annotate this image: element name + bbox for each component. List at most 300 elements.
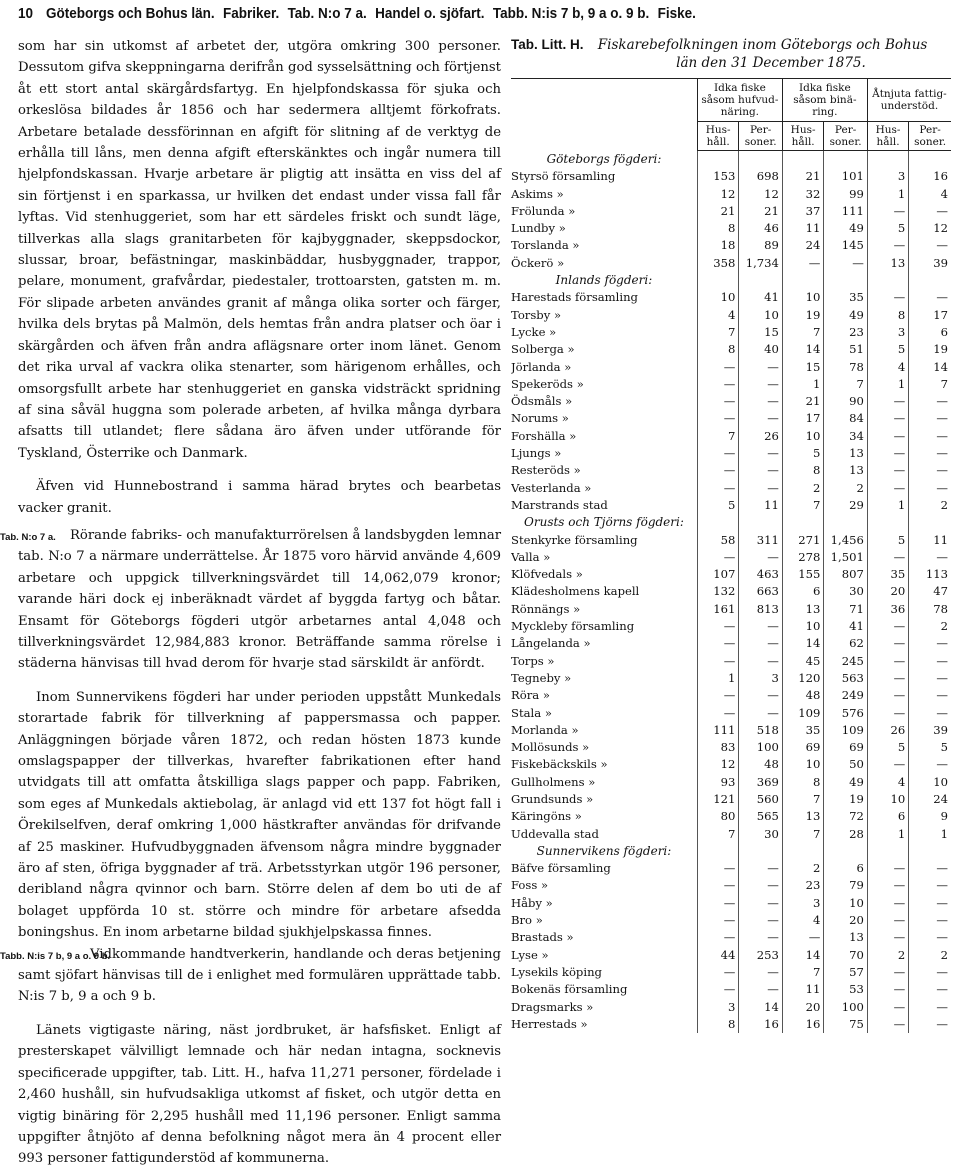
value-cell: — — [697, 687, 738, 704]
empty-cell — [782, 272, 823, 289]
value-cell: 15 — [782, 359, 823, 376]
value-cell: — — [867, 1016, 908, 1033]
value-cell: 253 — [739, 947, 783, 964]
value-cell: 663 — [739, 583, 783, 600]
value-cell: 245 — [824, 653, 868, 670]
parish-name: Torsby » — [511, 307, 562, 322]
value-cell: — — [909, 445, 951, 462]
value-cell: — — [697, 653, 738, 670]
value-cell: 21 — [739, 203, 783, 220]
table-row — [511, 376, 951, 393]
value-cell: — — [909, 289, 951, 306]
value-cell: 2 — [824, 480, 868, 497]
value-cell: 560 — [739, 791, 783, 808]
value-cell: 3 — [697, 999, 738, 1016]
value-cell: 80 — [697, 808, 738, 825]
value-cell: 83 — [697, 739, 738, 756]
value-cell: — — [739, 981, 783, 998]
table-row — [511, 549, 951, 566]
table-row — [511, 791, 951, 808]
table-row — [511, 324, 951, 341]
value-cell: 10 — [697, 289, 738, 306]
value-cell: — — [697, 895, 738, 912]
value-cell: — — [909, 929, 951, 946]
value-cell: 153 — [697, 168, 738, 185]
value-cell: 11 — [782, 981, 823, 998]
value-cell: 20 — [867, 583, 908, 600]
value-cell: 12 — [739, 186, 783, 203]
value-cell: — — [867, 203, 908, 220]
value-cell: 565 — [739, 808, 783, 825]
value-cell: — — [782, 255, 823, 272]
table-title-line1: Fiskarebefolkningen inom Göteborgs och Bohus — [597, 37, 928, 53]
paragraph: Länets vigtigaste näring, näst jordbruket, är hafsfisket. Enligt af presterskapet välvilligt lemnade och här nedan intagna, socknevis specificerade uppgifter, tab. Litt. H., hafva 11,271 personer, fördelade i 2,460 hushåll, sin hufvudsakliga utkomst af fisket, och utgör detta en vigtig binäring för 2,295 hushåll med 11,196 personer. Enligt samma uppgifter åtnjöto af denna befolkning något mera än 4 procent eller 993 personer fattigunderstöd af kommunerna. — [18, 1022, 501, 1167]
value-cell: 16 — [739, 1016, 783, 1033]
table-row — [511, 341, 951, 358]
table-row — [511, 739, 951, 756]
parish-name: Stala » — [511, 705, 552, 720]
value-cell: 11 — [739, 497, 783, 514]
empty-cell — [824, 272, 868, 289]
value-cell: 1 — [867, 186, 908, 203]
value-cell: 14 — [782, 947, 823, 964]
value-cell: — — [739, 635, 783, 652]
value-cell: 4 — [909, 186, 951, 203]
table-row — [511, 289, 951, 306]
text-column — [0, 36, 501, 1170]
parish-name: Harestads församling — [511, 290, 638, 305]
value-cell: 3 — [867, 324, 908, 341]
value-cell: 78 — [909, 601, 951, 618]
value-cell: — — [697, 376, 738, 393]
value-cell: 79 — [824, 877, 868, 894]
table-title — [511, 36, 951, 54]
value-cell: — — [867, 445, 908, 462]
value-cell: 71 — [824, 601, 868, 618]
value-cell: 58 — [697, 532, 738, 549]
value-cell: 18 — [697, 237, 738, 254]
parish-name: Herrestads » — [511, 1016, 588, 1031]
table-row — [511, 1016, 951, 1033]
table-row — [511, 860, 951, 877]
value-cell: — — [909, 912, 951, 929]
value-cell: 4 — [782, 912, 823, 929]
value-cell: — — [739, 653, 783, 670]
value-cell: 35 — [782, 722, 823, 739]
value-cell: 271 — [782, 532, 823, 549]
value-cell: — — [697, 410, 738, 427]
table-row — [511, 947, 951, 964]
value-cell: — — [909, 670, 951, 687]
value-cell: 10 — [782, 428, 823, 445]
value-cell: — — [867, 549, 908, 566]
table-row — [511, 635, 951, 652]
value-cell: 7 — [697, 324, 738, 341]
table-row — [511, 756, 951, 773]
table-row — [511, 410, 951, 427]
header-item: Göteborgs och Bohus län. — [46, 6, 215, 22]
value-cell: 358 — [697, 255, 738, 272]
value-cell: 1 — [867, 376, 908, 393]
value-cell: — — [867, 393, 908, 410]
value-cell: — — [867, 877, 908, 894]
value-cell: — — [909, 653, 951, 670]
value-cell: — — [697, 445, 738, 462]
parish-name: Lyse » — [511, 947, 549, 962]
value-cell: — — [909, 203, 951, 220]
value-cell: 37 — [782, 203, 823, 220]
value-cell: 10 — [782, 289, 823, 306]
value-cell: 5 — [867, 220, 908, 237]
value-cell: — — [867, 480, 908, 497]
empty-cell — [867, 272, 908, 289]
table-row — [511, 445, 951, 462]
value-cell: 7 — [824, 376, 868, 393]
parish-name: Långelanda » — [511, 636, 591, 651]
value-cell: 109 — [824, 722, 868, 739]
fishery-table — [511, 78, 951, 1033]
value-cell: 32 — [782, 186, 823, 203]
value-cell: — — [697, 393, 738, 410]
value-cell: 40 — [739, 341, 783, 358]
value-cell: 12 — [697, 186, 738, 203]
value-cell: — — [739, 376, 783, 393]
empty-cell — [782, 843, 823, 860]
parish-name: Frölunda » — [511, 203, 576, 218]
value-cell: — — [697, 981, 738, 998]
sub-header: Per-soner. — [909, 122, 951, 151]
value-cell: — — [697, 359, 738, 376]
empty-cell — [739, 151, 783, 169]
value-cell: — — [697, 877, 738, 894]
value-cell: 21 — [782, 168, 823, 185]
empty-cell — [909, 272, 951, 289]
table-row — [511, 981, 951, 998]
value-cell: 10 — [782, 618, 823, 635]
parish-name: Brastads » — [511, 930, 574, 945]
value-cell: — — [909, 237, 951, 254]
empty-cell — [824, 843, 868, 860]
table-row — [511, 601, 951, 618]
value-cell: — — [909, 860, 951, 877]
sub-header: Hus-håll. — [697, 122, 738, 151]
value-cell: — — [867, 687, 908, 704]
value-cell: 8 — [697, 1016, 738, 1033]
value-cell: 19 — [909, 341, 951, 358]
value-cell: 39 — [909, 722, 951, 739]
value-cell: 8 — [697, 220, 738, 237]
value-cell: 813 — [739, 601, 783, 618]
parish-name: Klädesholmens kapell — [511, 584, 640, 599]
value-cell: — — [739, 393, 783, 410]
value-cell: 3 — [867, 168, 908, 185]
sub-header: Hus-håll. — [867, 122, 908, 151]
header-item: Tabb. N:is 7 b, 9 a o. 9 b. — [492, 6, 650, 22]
table-row — [511, 774, 951, 791]
value-cell: 7 — [697, 428, 738, 445]
value-cell: 13 — [782, 601, 823, 618]
value-cell: 17 — [782, 410, 823, 427]
value-cell: — — [824, 255, 868, 272]
value-cell: — — [739, 359, 783, 376]
parish-name: Bro » — [511, 913, 543, 928]
parish-name: Rönnängs » — [511, 601, 581, 616]
value-cell: 24 — [909, 791, 951, 808]
value-cell: 111 — [697, 722, 738, 739]
value-cell: — — [909, 981, 951, 998]
value-cell: — — [909, 410, 951, 427]
value-cell: — — [909, 964, 951, 981]
paragraph: Rörande fabriks- och manufakturrörelsen å landsbygden lemnar tab. N:o 7 a närmare underrättelse. År 1875 voro härvid använde 4,609 arbetare och uppgick tillverkningsvärdet till 14,062,079 kronor; varande häri dock ej inberäknadt värdet af byggda fartyg och båtar. Ensamt för Göteborgs fögderi utgör arbetarnes antal 4,048 och tillverkningsvärdet 12,984,883 kronor. Beträffande samma rörelse i städerna hänvisas till hvad derom för hvarje stad särskildt är anfördt. — [18, 527, 501, 672]
header-item: Fabriker. — [222, 6, 280, 22]
value-cell: — — [867, 635, 908, 652]
value-cell: 3 — [739, 670, 783, 687]
table-row — [511, 618, 951, 635]
value-cell: 4 — [867, 359, 908, 376]
table-row — [511, 428, 951, 445]
value-cell: 161 — [697, 601, 738, 618]
parish-name: Ljungs » — [511, 446, 562, 461]
table-row — [511, 877, 951, 894]
value-cell: 21 — [697, 203, 738, 220]
section-row — [511, 514, 951, 531]
value-cell: 7 — [782, 826, 823, 843]
value-cell: 100 — [739, 739, 783, 756]
parish-name: Lysekils köping — [511, 964, 602, 979]
value-cell: — — [867, 670, 908, 687]
parish-name: Forshälla » — [511, 428, 577, 443]
value-cell: 111 — [824, 203, 868, 220]
value-cell: 35 — [824, 289, 868, 306]
parish-name: Håby » — [511, 895, 553, 910]
table-row — [511, 808, 951, 825]
empty-cell — [697, 514, 738, 531]
value-cell: 4 — [867, 774, 908, 791]
empty-cell — [867, 514, 908, 531]
value-cell: 2 — [909, 947, 951, 964]
parish-name: Bäfve församling — [511, 861, 611, 876]
empty-cell — [909, 514, 951, 531]
value-cell: — — [909, 480, 951, 497]
value-cell: 2 — [782, 860, 823, 877]
value-cell: 8 — [697, 341, 738, 358]
value-cell: — — [867, 289, 908, 306]
paragraph: Vidkommande handtverkerin, handlande och deras betjening samt sjöfart hänvisas till de i enlighet med formulären upprättade tabb. N:is 7 b, 9 a och 9 b. — [18, 946, 501, 1005]
value-cell: 101 — [824, 168, 868, 185]
value-cell: 109 — [782, 705, 823, 722]
empty-cell — [909, 843, 951, 860]
value-cell: 2 — [867, 947, 908, 964]
value-cell: 30 — [824, 583, 868, 600]
value-cell: 1 — [867, 826, 908, 843]
value-cell: — — [867, 462, 908, 479]
parish-name: Mollösunds » — [511, 740, 590, 755]
value-cell: — — [782, 929, 823, 946]
value-cell: — — [867, 999, 908, 1016]
value-cell: 518 — [739, 722, 783, 739]
value-cell: 10 — [867, 791, 908, 808]
name-header-cell — [511, 79, 697, 151]
section-title: Sunnervikens fögderi: — [536, 843, 672, 858]
parish-name: Askims » — [511, 186, 564, 201]
value-cell: — — [867, 756, 908, 773]
value-cell: — — [867, 618, 908, 635]
parish-name: Uddevalla stad — [511, 826, 599, 841]
value-cell: 70 — [824, 947, 868, 964]
value-cell: 563 — [824, 670, 868, 687]
value-cell: — — [909, 549, 951, 566]
value-cell: 7 — [782, 791, 823, 808]
value-cell: — — [909, 1016, 951, 1033]
value-cell: 576 — [824, 705, 868, 722]
table-row — [511, 653, 951, 670]
value-cell: — — [739, 895, 783, 912]
value-cell: — — [739, 445, 783, 462]
empty-cell — [739, 514, 783, 531]
value-cell: 369 — [739, 774, 783, 791]
value-cell: — — [739, 929, 783, 946]
value-cell: 13 — [782, 808, 823, 825]
value-cell: — — [909, 756, 951, 773]
empty-cell — [697, 843, 738, 860]
parish-name: Jörlanda » — [511, 359, 572, 374]
table-row — [511, 220, 951, 237]
value-cell: 7 — [697, 826, 738, 843]
table-row — [511, 497, 951, 514]
value-cell: 49 — [824, 220, 868, 237]
value-cell: 16 — [782, 1016, 823, 1033]
value-cell: 26 — [867, 722, 908, 739]
table-row — [511, 168, 951, 185]
value-cell: 1 — [867, 497, 908, 514]
table-row — [511, 237, 951, 254]
table-row — [511, 583, 951, 600]
header-item: Fiske. — [657, 6, 696, 22]
value-cell: 6 — [824, 860, 868, 877]
parish-name: Käringöns » — [511, 809, 582, 824]
value-cell: 249 — [824, 687, 868, 704]
value-cell: 45 — [782, 653, 823, 670]
table-row — [511, 912, 951, 929]
value-cell: 84 — [824, 410, 868, 427]
parish-name: Morlanda » — [511, 722, 579, 737]
value-cell: 1 — [697, 670, 738, 687]
value-cell: 2 — [909, 618, 951, 635]
parish-name: Vesterlanda » — [511, 480, 592, 495]
parish-name: Fiskebäckskils » — [511, 757, 608, 772]
value-cell: 17 — [909, 307, 951, 324]
value-cell: 35 — [867, 566, 908, 583]
value-cell: 72 — [824, 808, 868, 825]
empty-cell — [867, 843, 908, 860]
section-row — [511, 272, 951, 289]
empty-cell — [824, 514, 868, 531]
value-cell: 113 — [909, 566, 951, 583]
value-cell: — — [739, 462, 783, 479]
value-cell: 90 — [824, 393, 868, 410]
value-cell: — — [739, 480, 783, 497]
value-cell: 48 — [739, 756, 783, 773]
table-row — [511, 566, 951, 583]
value-cell: — — [697, 912, 738, 929]
value-cell: — — [739, 860, 783, 877]
value-cell: 1 — [782, 376, 823, 393]
value-cell: 9 — [909, 808, 951, 825]
value-cell: — — [909, 635, 951, 652]
value-cell: 14 — [782, 635, 823, 652]
value-cell: — — [697, 929, 738, 946]
table-row — [511, 307, 951, 324]
value-cell: 99 — [824, 186, 868, 203]
value-cell: 7 — [782, 497, 823, 514]
header-item: Tab. N:o 7 a. — [287, 6, 367, 22]
empty-cell — [739, 843, 783, 860]
parish-name: Lycke » — [511, 324, 557, 339]
value-cell: 46 — [739, 220, 783, 237]
value-cell: 13 — [824, 445, 868, 462]
value-cell: 51 — [824, 341, 868, 358]
value-cell: 15 — [739, 324, 783, 341]
value-cell: 19 — [782, 307, 823, 324]
value-cell: 698 — [739, 168, 783, 185]
parish-name: Spekeröds » — [511, 376, 584, 391]
value-cell: 107 — [697, 566, 738, 583]
empty-cell — [739, 272, 783, 289]
value-cell: 78 — [824, 359, 868, 376]
value-cell: 7 — [782, 324, 823, 341]
value-cell: 62 — [824, 635, 868, 652]
value-cell: 50 — [824, 756, 868, 773]
parish-name: Solberga » — [511, 342, 575, 357]
value-cell: 14 — [782, 341, 823, 358]
value-cell: — — [697, 964, 738, 981]
value-cell: 5 — [909, 739, 951, 756]
value-cell: 10 — [909, 774, 951, 791]
table-title-line2: län den 31 December 1875. — [676, 55, 866, 71]
value-cell: 48 — [782, 687, 823, 704]
value-cell: 69 — [782, 739, 823, 756]
value-cell: 14 — [909, 359, 951, 376]
value-cell: — — [697, 618, 738, 635]
value-cell: 4 — [697, 307, 738, 324]
sub-header: Per-soner. — [739, 122, 783, 151]
value-cell: — — [909, 462, 951, 479]
value-cell: — — [739, 877, 783, 894]
value-cell: — — [909, 895, 951, 912]
parish-name: Valla » — [511, 549, 551, 564]
value-cell: — — [739, 618, 783, 635]
parish-name: Torps » — [511, 653, 555, 668]
value-cell: 28 — [824, 826, 868, 843]
value-cell: 145 — [824, 237, 868, 254]
value-cell: 1,456 — [824, 532, 868, 549]
value-cell: — — [697, 549, 738, 566]
section-row — [511, 151, 951, 169]
value-cell: 6 — [867, 808, 908, 825]
group-header: Åtnjuta fattig-understöd. — [867, 79, 951, 122]
value-cell: — — [909, 705, 951, 722]
value-cell: 1 — [909, 826, 951, 843]
empty-cell — [697, 272, 738, 289]
value-cell: — — [909, 687, 951, 704]
parish-name: Marstrands stad — [511, 497, 608, 512]
value-cell: 11 — [909, 532, 951, 549]
value-cell: — — [739, 687, 783, 704]
value-cell: 53 — [824, 981, 868, 998]
value-cell: — — [909, 877, 951, 894]
value-cell: — — [739, 912, 783, 929]
value-cell: — — [739, 549, 783, 566]
